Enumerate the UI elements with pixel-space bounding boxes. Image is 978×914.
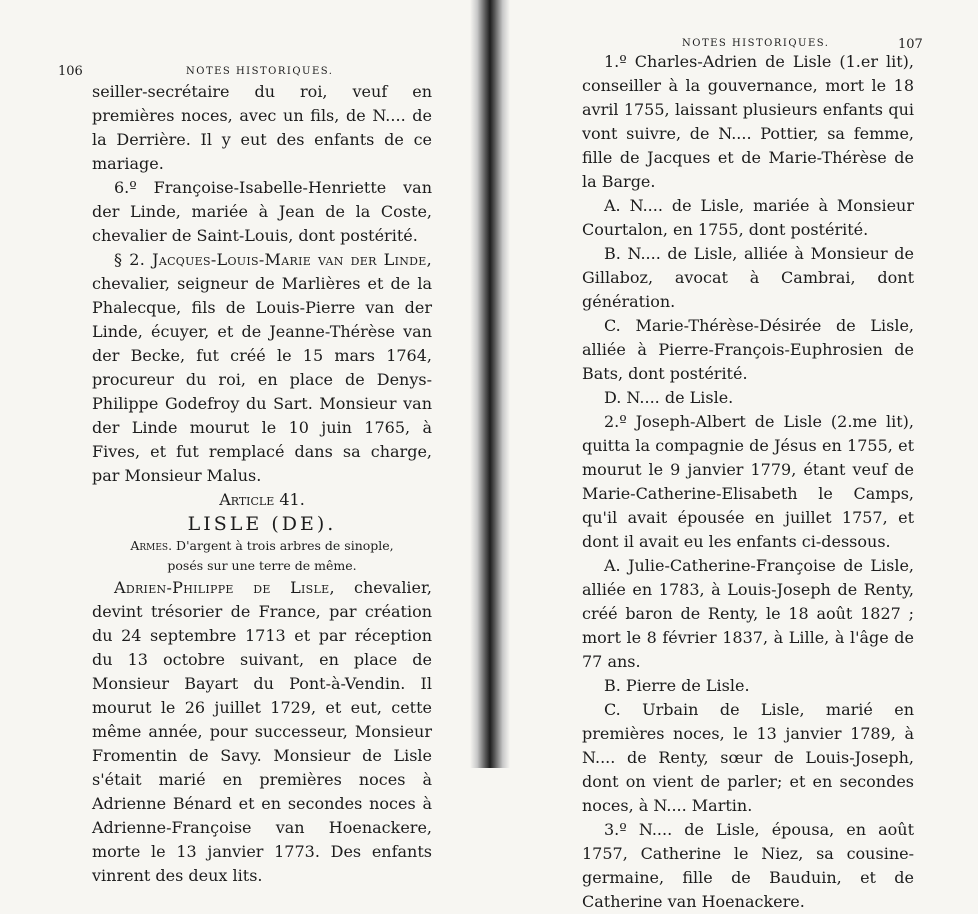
right-paragraph-5: D. N.... de Lisle.	[604, 388, 734, 407]
right-paragraph-6: 2.º Joseph-Albert de Lisle (2.me lit), quitta la compagnie de Jésus en 1755, et mourut le 9 janvier 1779, étant veuf de Marie-Catherine-Elisabeth le Camps, qu'il avait épousée en juillet 1757, et dont il avait eu les enfants ci-dessous.	[582, 412, 914, 551]
left-running-head: NOTES HISTORIQUES.	[186, 66, 334, 77]
arms-label: Armes.	[130, 538, 173, 553]
right-paragraph-10: 3.º N.... de Lisle, épousa, en août 1757, Catherine le Niez, sa cousine-germaine, fille de Bauduin, et de Catherine van Hoenackere.	[582, 820, 914, 911]
article-title: LISLE (DE).	[187, 513, 337, 535]
arms-line-2: posés sur une terre de même.	[167, 558, 357, 573]
left-paragraph-1: seiller-secrétaire du roi, veuf en premières noces, avec un fils, de N.... de la Derrière. Il y eut des enfants de ce mariage.	[92, 82, 432, 173]
left-paragraph-4-body: chevalier, devint trésorier de France, par création du 24 septembre 1713 et par réception du 13 octobre suivant, en place de Monsieur Bayart du Pont-à-Vendin. Il mourut le 26 juillet 1729, et eut, cette même année, pour successeur, Monsieur Fromentin de Savy. Monsieur de Lisle s'était marié en premières noces à Adrienne Bénard et en secondes noces à Adrienne-Françoise van Hoenackere, morte le 13 janvier 1773. Des enfants vinrent des deux lits.	[92, 578, 432, 885]
right-paragraph-9: C. Urbain de Lisle, marié en premières noces, le 13 janvier 1789, à N.... de Renty, sœur de Louis-Joseph, dont on vient de parler; et en secondes noces, à N.... Martin.	[582, 700, 914, 815]
right-page	[496, 0, 978, 911]
left-paragraph-2: 6.º Françoise-Isabelle-Henriette van der Linde, mariée à Jean de la Coste, chevalier de Saint-Louis, dont postérité.	[92, 178, 432, 245]
jacques-louis-marie-heading: § 2. Jacques-Louis-Marie van der Linde,	[114, 250, 432, 269]
right-paragraph-7: A. Julie-Catherine-Françoise de Lisle, alliée en 1783, à Louis-Joseph de Renty, créé baron de Renty, le 18 août 1827 ; mort le 8 février 1837, à Lille, à l'âge de 77 ans.	[582, 556, 914, 671]
left-paragraph-3-body: chevalier, seigneur de Marlières et de la Phalecque, fils de Louis-Pierre van der Linde, écuyer, et de Jeanne-Thérèse van der Becke, fut créé le 15 mars 1764, procureur du roi, en place de Denys-Philippe Godefroy du Sart. Monsieur van der Linde mourut le 10 juin 1765, à Fives, et fut remplacé dans sa charge, par Monsieur Malus.	[92, 274, 432, 485]
right-page-number: 107	[898, 37, 923, 52]
right-paragraph-3: B. N.... de Lisle, alliée à Monsieur de Gillaboz, avocat à Cambrai, dont génération.	[582, 244, 914, 311]
right-text-block	[582, 50, 914, 914]
arms-description	[92, 536, 432, 576]
left-text-block	[92, 80, 432, 888]
arms-line-1: D'argent à trois arbres de sinople,	[172, 538, 394, 553]
adrien-philippe-heading: Adrien-Philippe de Lisle,	[114, 578, 335, 597]
right-paragraph-4: C. Marie-Thérèse-Désirée de Lisle, alliée à Pierre-François-Euphrosien de Bats, dont postérité.	[582, 316, 914, 383]
right-running-head: NOTES HISTORIQUES.	[682, 38, 830, 49]
right-paragraph-2: A. N.... de Lisle, mariée à Monsieur Courtalon, en 1755, dont postérité.	[582, 196, 914, 239]
left-page	[0, 0, 482, 885]
article-number: Article 41.	[219, 490, 305, 509]
left-page-number: 106	[58, 64, 83, 79]
right-paragraph-1: 1.º Charles-Adrien de Lisle (1.er lit), conseiller à la gouvernance, mort le 18 avril 1755, laissant plusieurs enfants qui vont suivre, de N.... Pottier, sa femme, fille de Jacques et de Marie-Thérèse de la Barge.	[582, 52, 914, 191]
left-paragraph-3	[92, 248, 432, 488]
right-paragraph-8: B. Pierre de Lisle.	[604, 676, 750, 695]
left-paragraph-4	[92, 576, 432, 888]
